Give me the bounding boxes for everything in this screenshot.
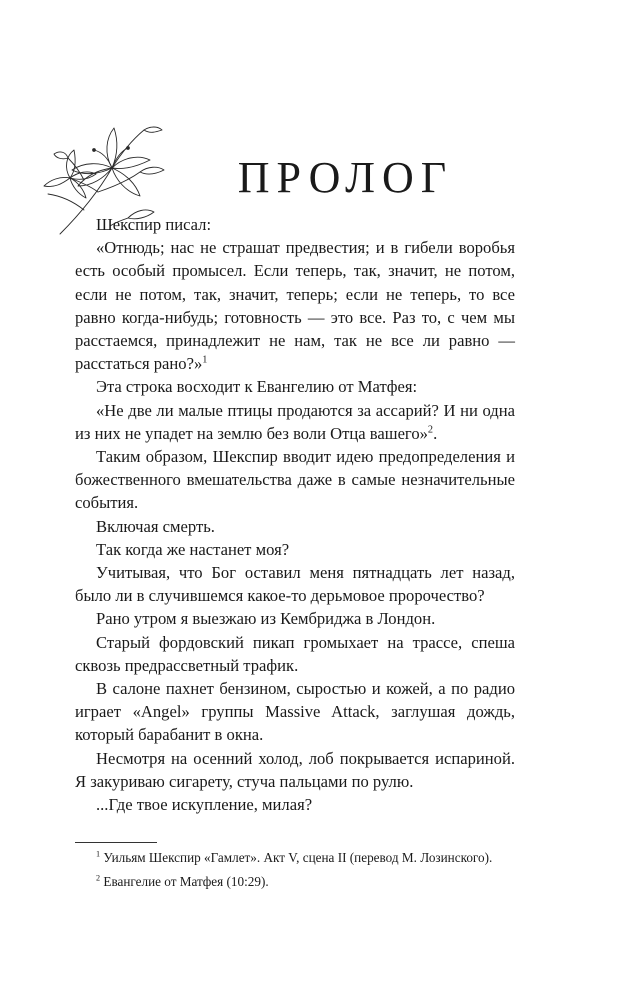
- paragraph: Эта строка восходит к Евангелию от Матфея:: [96, 377, 418, 397]
- footnote-item: $^1$ Уильям Шекспир «Гамлет». Акт V, сцена II (перевод М. Лозинского).: [96, 849, 493, 865]
- footnote-mark: 2: [96, 873, 101, 883]
- paragraph: Включая смерть.: [96, 516, 215, 536]
- footnote-divider: [75, 842, 157, 843]
- paragraph: В салоне пахнет бензином, сыростью и кожей, а по радио играет «Angel» группы Massive Attack, заглушая дождь, который барабанит в окна.: [75, 679, 515, 745]
- chapter-title: ПРОЛОГ: [237, 153, 454, 202]
- footnote-item: $^2$ Евангелие от Матфея (10:29).: [96, 873, 269, 889]
- paragraph: Старый фордовский пикап громыхает на трассе, спеша сквозь предрассветный трафик.: [75, 632, 515, 675]
- paragraph: Шекспир писал:: [96, 215, 212, 234]
- footnote-ref[interactable]: 1: [202, 354, 208, 366]
- paragraph: Учитывая, что Бог оставил меня пятнадцать лет назад, было ли в случившемся какое-то дерьмовое пророчество?: [75, 563, 515, 606]
- footnotes: [75, 848, 515, 895]
- paragraph: «Отнюдь; нас не страшат предвестия; и в гибели воробья есть особый промысел. Если теперь, так, значит, не потом, если не потом, так, значит, теперь; если не теперь, то все равно когда-нибудь; готовность — это все. Раз то, с чем мы расстаемся, принадлежит не нам, так не все ли равно — расстаться рано?»$^1$: [75, 238, 515, 374]
- paragraph: «Не две ли малые птицы продаются за ассарий? И ни одна из них не упадет на землю без воли Отца вашего»$^2$.: [75, 400, 515, 443]
- paragraph: Несмотря на осенний холод, лоб покрывается испариной. Я закуриваю сигарету, стуча пальцами по рулю.: [75, 748, 515, 791]
- paragraph: ...Где твое искупление, милая?: [96, 795, 313, 815]
- paragraph: Так когда же настанет моя?: [96, 539, 290, 559]
- paragraph: Рано утром я выезжаю из Кембриджа в Лондон.: [96, 609, 436, 629]
- chapter-body: [75, 213, 515, 816]
- footnote-ref[interactable]: 2: [427, 424, 434, 436]
- footnote-mark: 1: [96, 849, 101, 859]
- paragraph: Таким образом, Шекспир вводит идею предопределения и божественного вмешательства даже в самые незначительные события.: [75, 447, 515, 513]
